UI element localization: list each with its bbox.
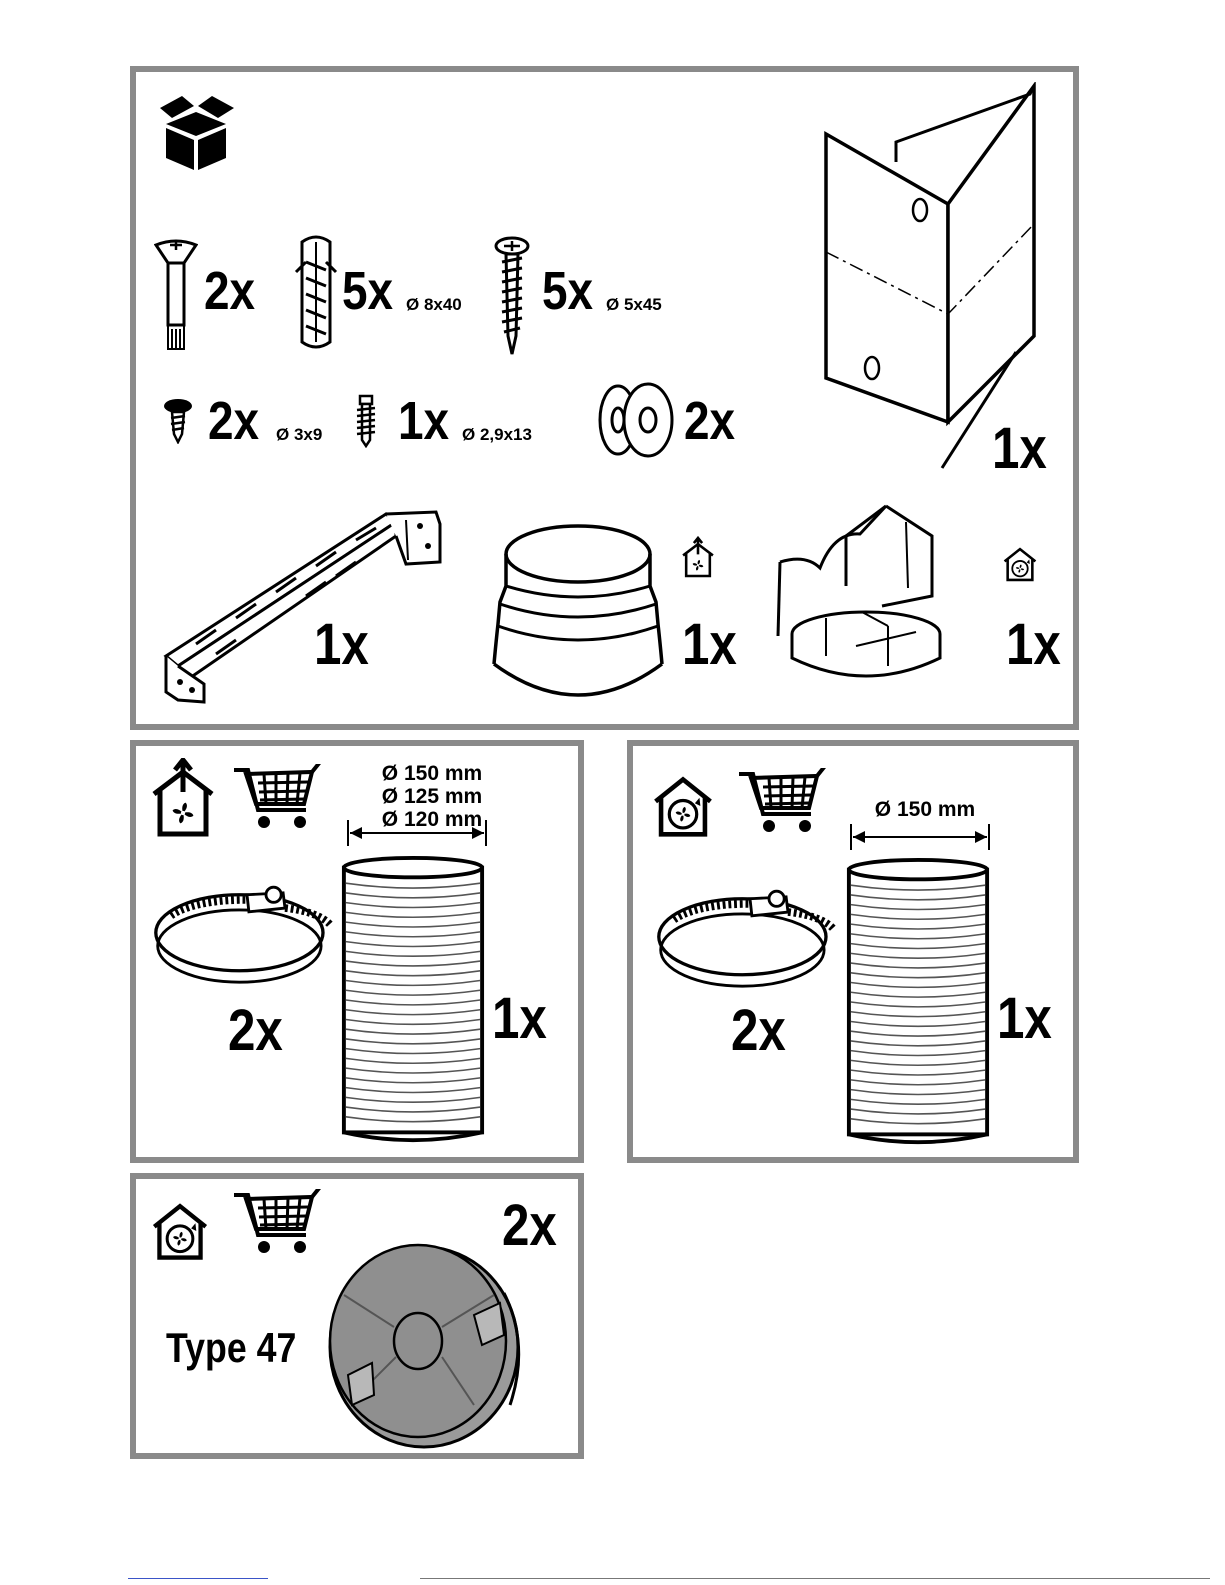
wood-screw-size: Ø 5x45 <box>606 295 662 314</box>
footer-rule <box>420 1578 1210 1579</box>
wall-plug-icon <box>292 232 340 354</box>
screw-plug-icon <box>154 237 198 357</box>
tiny-screw-qty: 1x <box>398 391 450 451</box>
hose-clamp-drawing <box>655 870 845 994</box>
carbon-filter-drawing <box>324 1235 534 1451</box>
reducer-ring-drawing <box>492 520 672 710</box>
footer-rule <box>128 1578 268 1579</box>
small-screw-qty: 2x <box>208 391 260 451</box>
hose-clamp-drawing <box>152 866 342 990</box>
shopping-cart-icon <box>232 764 322 836</box>
hose-clamp-qty: 2x <box>731 998 786 1063</box>
duct-hose-qty: 1x <box>997 986 1052 1051</box>
mounting-rail-drawing <box>156 506 456 716</box>
recirculation-mode-icon <box>651 774 715 838</box>
small-screw-icon <box>162 398 194 444</box>
diameter-150: Ø 150 mm <box>381 762 483 785</box>
duct-hose-qty: 1x <box>492 986 547 1051</box>
tiny-screw-icon <box>354 394 378 448</box>
accessories-panel <box>130 66 1079 730</box>
wall-plug-size: Ø 8x40 <box>406 295 462 314</box>
recirculation-mode-icon <box>150 1201 210 1261</box>
hose-clamp-qty: 2x <box>228 998 283 1063</box>
duct-hose-drawing <box>340 850 486 1150</box>
open-box-icon <box>154 94 238 174</box>
corner-bracket-qty: 1x <box>992 416 1047 481</box>
washer-qty: 2x <box>684 391 736 451</box>
extraction-mode-icon <box>680 536 716 580</box>
recirculation-hose-panel <box>627 740 1079 1163</box>
shopping-cart-icon <box>232 1189 322 1261</box>
diameter-125: Ø 125 mm <box>381 785 483 809</box>
screw-plug-qty: 2x <box>204 261 256 321</box>
air-deflector-qty: 1x <box>1006 612 1061 677</box>
dimension-arrow <box>847 824 993 850</box>
extraction-mode-icon <box>148 758 218 840</box>
extraction-hose-panel <box>130 740 584 1163</box>
mounting-rail-qty: 1x <box>314 612 369 677</box>
air-deflector-drawing <box>776 496 976 696</box>
dimension-arrow <box>344 820 490 846</box>
carbon-filter-panel <box>130 1173 584 1459</box>
shopping-cart-icon <box>737 768 827 840</box>
small-screw-size: Ø 3x9 <box>276 425 323 444</box>
corner-bracket-drawing <box>816 82 1036 472</box>
recirculation-mode-icon <box>1002 546 1038 582</box>
carbon-filter-qty: 2x <box>502 1193 557 1258</box>
diameter-150: Ø 150 mm <box>874 798 976 821</box>
washer-icon <box>596 380 678 460</box>
diameter-120: Ø 120 mm <box>381 808 483 832</box>
reducer-ring-qty: 1x <box>682 612 737 677</box>
wood-screw-icon <box>492 236 532 356</box>
filter-type-label: Type 47 <box>166 1324 297 1371</box>
tiny-screw-size: Ø 2,9x13 <box>462 425 532 444</box>
duct-hose-drawing <box>845 852 991 1152</box>
wall-plug-qty: 5x <box>342 261 394 321</box>
wood-screw-qty: 5x <box>542 261 594 321</box>
